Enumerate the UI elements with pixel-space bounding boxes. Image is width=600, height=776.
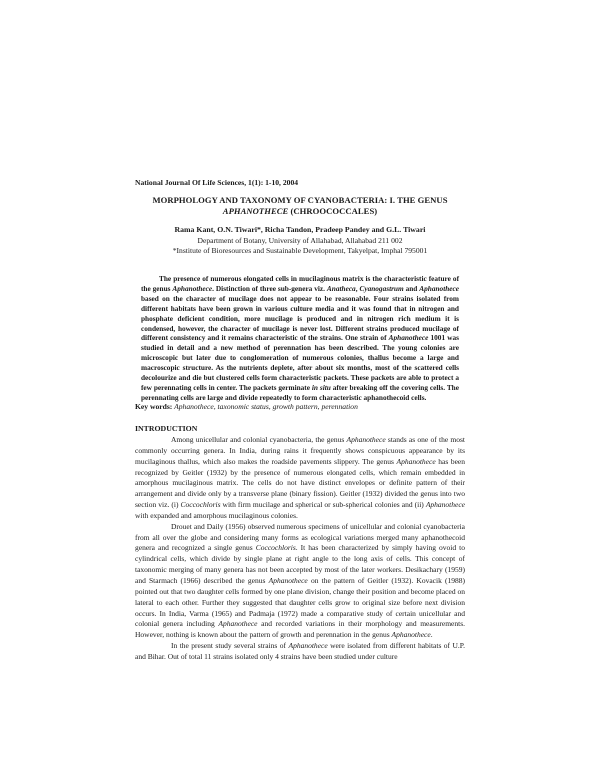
intro-paragraph-1: Among unicellular and colonial cyanobacteria, the genus Aphanothece stands as one of the most commonly occurring genera. In India, during rains it frequently shows conspicuous appearance by its mucilaginous thallus, which also makes the roadside pavements slippery. The genus Aphanothece has been recognized by Geitler (1932) by the presence of numerous elongated cells, which remain embedded in amorphous mucilaginous matrix. The cells do not have distinct envelopes or definite pattern of their arrangement and divide only by a transverse plane (binary fission). Geitler (1932) divided the genus into two section viz. (i) Coccochloris with firm mucilage and spherical or sub-spherical colonies and (ii) Aphanothece with expanded and amorphous mucilaginous colonies. [135, 435, 465, 520]
paper-title [133, 195, 467, 217]
title-genus: APHANOTHECE [222, 206, 289, 216]
abstract: The presence of numerous elongated cells in mucilaginous matrix is the characteristic feature of the genus Aphanothece. Distinction of three sub-genera viz. Anatheca, Cyanogastrum and Aphanothece based on the character of mucilage does not appear to be reasonable. Four strains isolated from different habitats have been grown in various culture media and it was found that in nitrogen and phosphate deficient condition, more mucilage is produced and in nitrogen rich medium it is condensed, however, the character of mucilage is never lost. Different strains produced mucilage of different consistency and it remains characteristic of the strains. One strain of Aphanothece 1001 was studied in detail and a new method of perennation has been described. The young colonies are microscopic but later due to conglomeration of numerous colonies, thallus become a large and macroscopic structure. As the nutrients deplete, after about six months, most of the scattered cells decolourize and die but clustered cells form characteristic packets. These packets are able to protect a few perennating cells in center. The packets germinate in situ after breaking off the covering cells. The perennating cells are large and divide repeatedly to form characteristic aphanothecoid cells. [141, 274, 460, 402]
keywords-text: Aphanothece, taxonomic status, growth pattern, perennation [172, 402, 358, 411]
affiliation-2: *Institute of Bioresources and Sustainable Development, Takyelpat, Imphal 795001 [172, 246, 428, 255]
title-line-2 [133, 206, 467, 217]
intro-paragraph-3: In the present study several strains of Aphanothece were isolated from different habitats of U.P. and Bihar. Out of total 11 strains isolated only 4 strains have been studied under culture [135, 641, 465, 661]
keywords-label: Key words: [135, 402, 173, 411]
author-list: Rama Kant, O.N. Tiwari*, Richa Tandon, Pradeep Pandey and G.L. Tiwari [174, 225, 426, 234]
journal-citation: National Journal Of Life Sciences, 1(1): 1-10, 2004 [135, 178, 299, 187]
title-order: (CHROOCOCCALES) [288, 206, 378, 216]
keywords [135, 402, 465, 412]
affiliation-1: Department of Botany, University of Allahabad, Allahabad 211 002 [197, 236, 403, 245]
intro-paragraph-2: Drouet and Daily (1956) observed numerous specimens of unicellular and colonial cyanobacteria from all over the globe and considering many forms as ecological variations merged many aphanothecoid genera and recognized a single genus Coccochloris. It has been characterized by simply having ovoid to cylindrical cells, which divide by single plane at right angle to the long axis of cells. This concept of taxonomic merging of many genera has not been accepted by most of the later workers. Desikachary (1959) and Starmach (1966) described the genus Aphanothece on the pattern of Geitler (1932). Kovacik (1988) pointed out that two daughter cells formed by one plane division, change their position and become placed on lateral to each other. Further they suggested that daughter cells grow to original size before next division occurs. In India, Varma (1965) and Padmaja (1972) made a comparative study of certain unicellular and colonial genera including Aphanothece and recorded variations in their morphology and measurements. However, nothing is known about the pattern of growth and perennation in the genus Aphanothece. [135, 521, 466, 640]
section-heading-introduction: INTRODUCTION [135, 424, 198, 433]
title-line-1: MORPHOLOGY AND TAXONOMY OF CYANOBACTERIA: I. THE GENUS [152, 195, 448, 205]
introduction-body [135, 435, 465, 663]
